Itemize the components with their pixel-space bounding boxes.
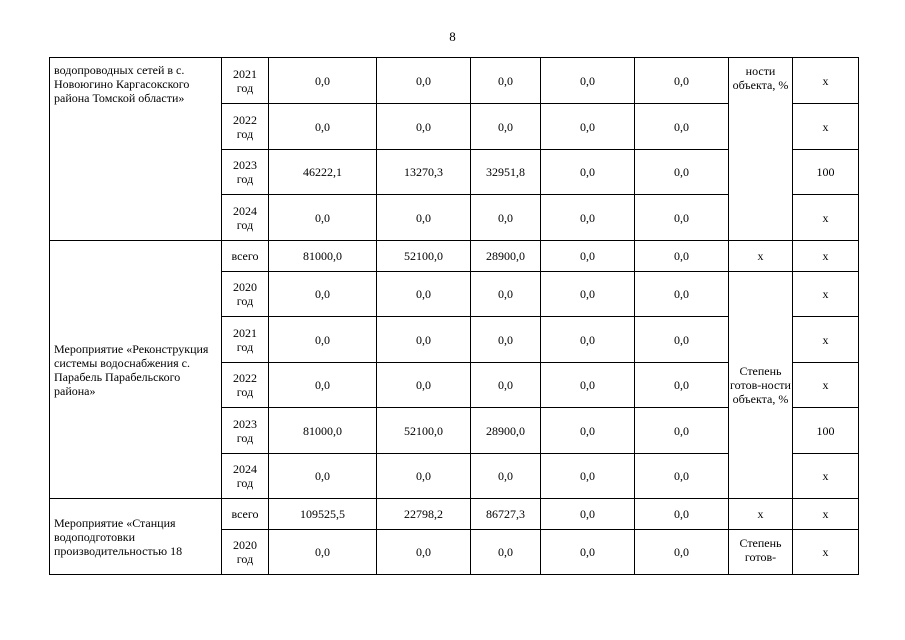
target-value-cell: x <box>793 530 859 575</box>
period-cell: всего <box>222 241 269 272</box>
value-cell-v1: 81000,0 <box>269 241 377 272</box>
period-cell: 2020 год <box>222 530 269 575</box>
target-value-cell: x <box>793 104 859 150</box>
indicator-cell: Степень готов-ности объекта, % <box>729 272 793 499</box>
value-cell-v5: 0,0 <box>635 363 729 408</box>
value-cell-v4: 0,0 <box>541 195 635 241</box>
value-cell-v5: 0,0 <box>635 454 729 499</box>
value-cell-v2: 22798,2 <box>377 499 471 530</box>
value-cell-v2: 0,0 <box>377 363 471 408</box>
measure-name: Мероприятие «Станция водоподготовки производительностью 18 <box>50 499 222 575</box>
value-cell-v2: 52100,0 <box>377 241 471 272</box>
value-cell-v5: 0,0 <box>635 272 729 317</box>
value-cell-v5: 0,0 <box>635 530 729 575</box>
period-cell: 2020 год <box>222 272 269 317</box>
target-value-cell: x <box>793 58 859 104</box>
value-cell-v3: 0,0 <box>471 317 541 363</box>
value-cell-v4: 0,0 <box>541 241 635 272</box>
measure-name: Мероприятие «Реконструкция системы водоснабжения с. Парабель Парабельского района» <box>50 241 222 499</box>
value-cell-v4: 0,0 <box>541 408 635 454</box>
value-cell-v1: 46222,1 <box>269 150 377 195</box>
value-cell-v2: 0,0 <box>377 58 471 104</box>
period-cell: 2022 год <box>222 104 269 150</box>
target-value-cell: x <box>793 363 859 408</box>
target-value-cell: x <box>793 195 859 241</box>
value-cell-v1: 0,0 <box>269 104 377 150</box>
value-cell-v4: 0,0 <box>541 454 635 499</box>
value-cell-v3: 32951,8 <box>471 150 541 195</box>
indicator-total-cell: x <box>729 241 793 272</box>
value-cell-v3: 0,0 <box>471 58 541 104</box>
value-cell-v2: 0,0 <box>377 195 471 241</box>
value-cell-v3: 0,0 <box>471 104 541 150</box>
value-cell-v5: 0,0 <box>635 408 729 454</box>
target-value-cell: x <box>793 241 859 272</box>
funding-table <box>49 57 859 575</box>
table-row <box>50 241 859 272</box>
value-cell-v3: 0,0 <box>471 272 541 317</box>
target-value-cell: x <box>793 454 859 499</box>
value-cell-v4: 0,0 <box>541 363 635 408</box>
value-cell-v1: 0,0 <box>269 58 377 104</box>
value-cell-v5: 0,0 <box>635 58 729 104</box>
value-cell-v3: 0,0 <box>471 530 541 575</box>
value-cell-v3: 0,0 <box>471 195 541 241</box>
period-cell: 2021 год <box>222 317 269 363</box>
value-cell-v3: 0,0 <box>471 454 541 499</box>
value-cell-v1: 0,0 <box>269 363 377 408</box>
value-cell-v5: 0,0 <box>635 317 729 363</box>
value-cell-v4: 0,0 <box>541 272 635 317</box>
period-cell: 2023 год <box>222 408 269 454</box>
value-cell-v1: 109525,5 <box>269 499 377 530</box>
value-cell-v2: 52100,0 <box>377 408 471 454</box>
period-cell: 2021 год <box>222 58 269 104</box>
value-cell-v5: 0,0 <box>635 150 729 195</box>
value-cell-v3: 86727,3 <box>471 499 541 530</box>
table-row <box>50 499 859 530</box>
target-value-cell: 100 <box>793 408 859 454</box>
period-cell: 2022 год <box>222 363 269 408</box>
period-cell: 2024 год <box>222 454 269 499</box>
value-cell-v4: 0,0 <box>541 150 635 195</box>
value-cell-v1: 0,0 <box>269 454 377 499</box>
indicator-cell: Степень готов- <box>729 530 793 575</box>
value-cell-v2: 0,0 <box>377 317 471 363</box>
value-cell-v1: 81000,0 <box>269 408 377 454</box>
value-cell-v1: 0,0 <box>269 195 377 241</box>
target-value-cell: 100 <box>793 150 859 195</box>
value-cell-v3: 28900,0 <box>471 408 541 454</box>
value-cell-v5: 0,0 <box>635 241 729 272</box>
value-cell-v5: 0,0 <box>635 195 729 241</box>
value-cell-v4: 0,0 <box>541 58 635 104</box>
value-cell-v4: 0,0 <box>541 317 635 363</box>
period-cell: всего <box>222 499 269 530</box>
value-cell-v2: 0,0 <box>377 272 471 317</box>
value-cell-v4: 0,0 <box>541 104 635 150</box>
value-cell-v3: 28900,0 <box>471 241 541 272</box>
table-body <box>50 58 859 575</box>
value-cell-v1: 0,0 <box>269 317 377 363</box>
value-cell-v3: 0,0 <box>471 363 541 408</box>
value-cell-v4: 0,0 <box>541 530 635 575</box>
target-value-cell: x <box>793 317 859 363</box>
measure-name: водопроводных сетей в с. Новоюгино Каргасокского района Томской области» <box>50 58 222 241</box>
value-cell-v2: 0,0 <box>377 530 471 575</box>
value-cell-v5: 0,0 <box>635 499 729 530</box>
value-cell-v1: 0,0 <box>269 530 377 575</box>
value-cell-v2: 0,0 <box>377 454 471 499</box>
value-cell-v2: 0,0 <box>377 104 471 150</box>
period-cell: 2024 год <box>222 195 269 241</box>
indicator-cell: ности объекта, % <box>729 58 793 241</box>
value-cell-v1: 0,0 <box>269 272 377 317</box>
page-number: 8 <box>449 29 456 44</box>
indicator-total-cell: x <box>729 499 793 530</box>
value-cell-v4: 0,0 <box>541 499 635 530</box>
value-cell-v5: 0,0 <box>635 104 729 150</box>
value-cell-v2: 13270,3 <box>377 150 471 195</box>
target-value-cell: x <box>793 272 859 317</box>
table-row <box>50 58 859 104</box>
target-value-cell: x <box>793 499 859 530</box>
period-cell: 2023 год <box>222 150 269 195</box>
